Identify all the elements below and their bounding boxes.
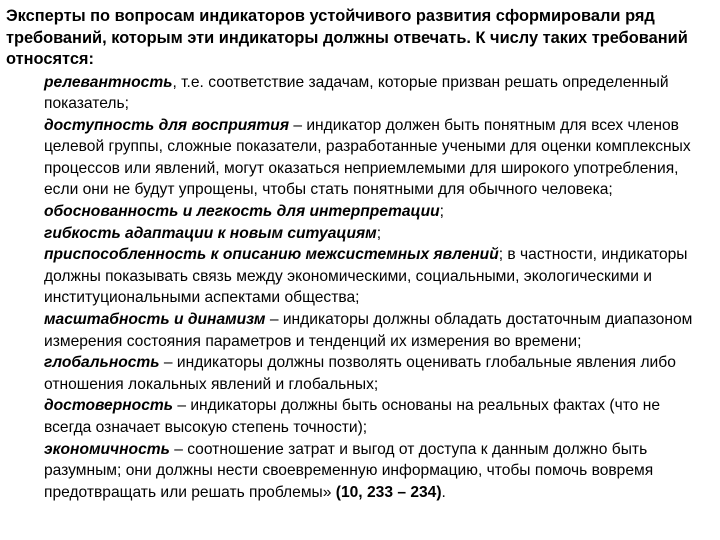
list-item [44, 352, 710, 395]
item-text: – индикаторы должны быть основаны на реальных фактах (что не всегда означает высокую степень точности); [44, 397, 660, 436]
item-text: ; [439, 203, 444, 221]
item-text: – индикаторы должны позволять оценивать глобальные явления либо отношения локальных явлений и глобальных; [44, 354, 676, 393]
item-term: доступность для восприятия [44, 116, 289, 134]
intro-paragraph: Эксперты по вопросам индикаторов устойчивого развития сформировали ряд требований, которым эти индикаторы должны отвечать. К числу таких требований относятся: [6, 7, 688, 68]
list-item [44, 201, 710, 223]
item-term: глобальность [44, 354, 160, 372]
item-term: приспособленность к описанию межсистемных явлений [44, 246, 499, 264]
list-item [44, 72, 710, 115]
item-term: обоснованность и легкость для интерпретации [44, 203, 440, 221]
item-term: масштабность и динамизм [44, 311, 266, 329]
item-text: – соотношение затрат и выгод от доступа к данным должно быть разумным; они должны нести своевременную информацию, чтобы помочь вовремя предотвращать или решать проблемы» [44, 440, 654, 501]
list-item [44, 244, 710, 309]
item-text: – индикаторы должны обладать достаточным диапазоном измерения состояния параметров и тенденций их измерения во времени; [44, 311, 693, 350]
list-item [44, 395, 710, 438]
list-item [44, 223, 710, 245]
item-text: – индикатор должен быть понятным для всех членов целевой группы, сложные показатели, разработанные учеными для оценки комплексных процессов или явлений, могут оказаться неприемлемыми для широкого употребления, если они не будут упрощены, чтобы стать понятными для обычного человека; [44, 116, 691, 199]
item-term: экономичность [44, 440, 170, 458]
item-text: ; [376, 224, 382, 242]
list-item [44, 439, 710, 504]
item-term: гибкость адаптации к новым ситуациям [44, 224, 377, 242]
item-text: , т.е. соответствие задачам, которые призван решать определенный показатель; [44, 73, 669, 113]
item-term: релевантность [44, 73, 173, 91]
item-text: ; в частности, индикаторы должны показывать связь между экономическими, социальными, экологическими и институциональными аспектами общества; [44, 246, 688, 307]
item-term: достоверность [44, 397, 173, 415]
list-item [44, 309, 710, 352]
list-item [44, 115, 710, 201]
item-tail: . [441, 483, 446, 501]
citation: (10, 233 – 234) [335, 483, 442, 501]
requirements-list [44, 72, 710, 504]
